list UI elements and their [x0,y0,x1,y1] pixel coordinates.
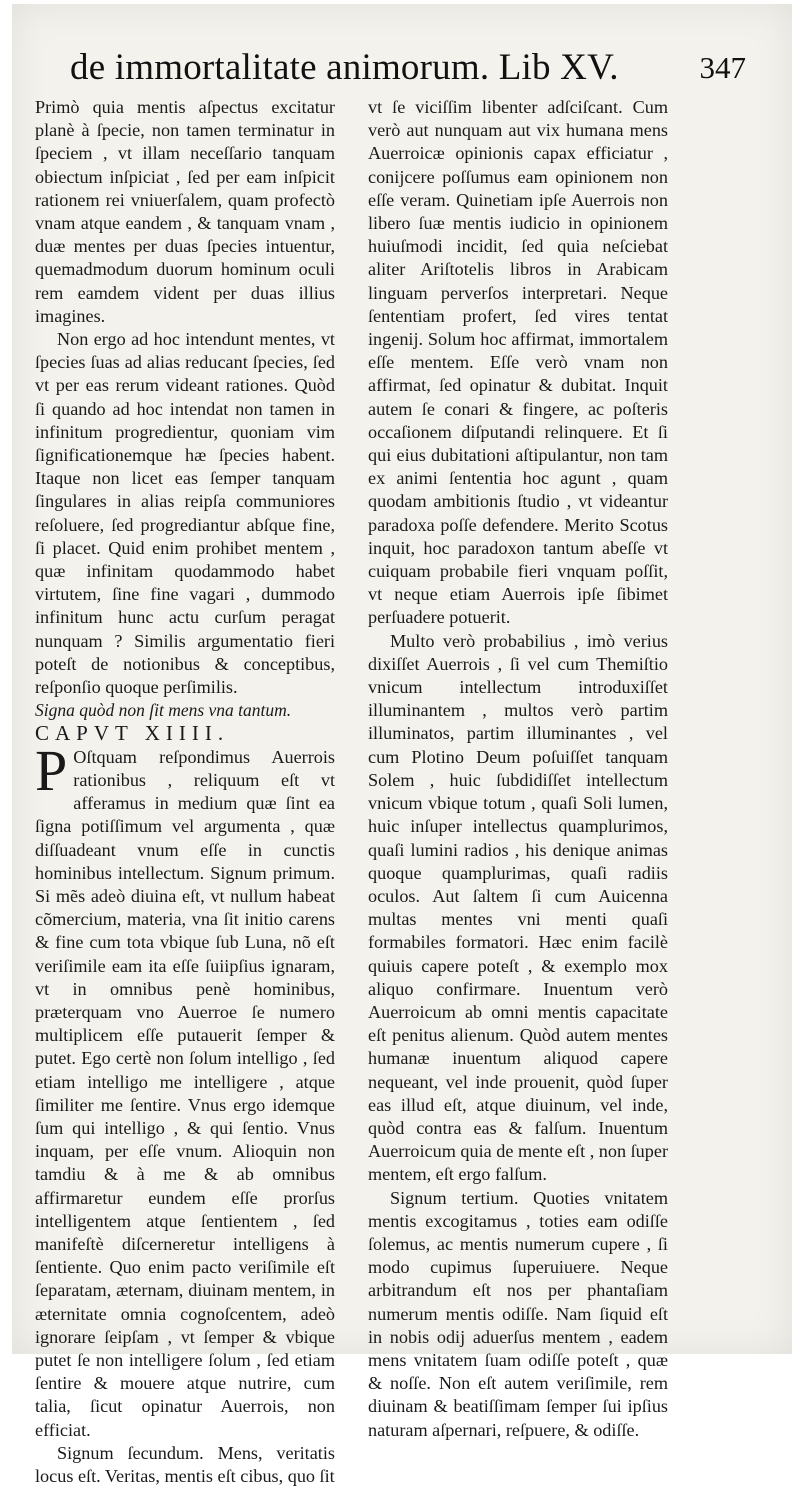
paragraph: Primò quia mentis aſpectus excitatur planè à ſpecie, non tamen terminatur in ſpeciem , vt illam neceſſario tanquam obiectum inſpiciat , ſed per eam inſpicit rationem rei vniuerſalem, quam profectò vnam atque eandem , & tanquam vnam , duæ mentes per duas ſpecies intuentur, quemadmodum duorum hominum oculi rem eamdem vident per duas illius imagines. [35,97,335,326]
running-head [70,46,760,100]
drop-cap: P [35,737,68,803]
paragraph [35,737,335,1442]
left-column [35,96,335,1488]
running-title: de immortalitate animorum. Lib XV. [70,47,619,88]
paragraph-text: Oſtquam reſpondimus Auerrois rationibus , reliquum eſt vt afferamus in medium quæ ſint ea ſigna potiſſimum vel argumenta , quæ diſſuadeant vnum eſſe in cunctis hominibus intellectum. Signum primum. Si mẽs adeò diuina eſt, vt nullum habeat cõmercium, materia, vna ſit initio carens & fine cum tota vbique ſub Luna, nõ eſt veriſimile eam ita eſſe ſuiipſius ignaram, vt in omnibus penè hominibus, præterquam vno Auerroe ſe numero multiplicem eſſe putauerit ſemper & putet. Ego certè non ſolum intelligo , ſed etiam intelligo me intelligere , atque ſimiliter me ſentire. Vnus ergo idemque ſum qui intelligo , & qui ſentio. Vnus inquam, per eſſe vnum. Alioquin non tamdiu & à me & ab omnibus affirmaretur eundem eſſe prorſus intelligentem atque ſentientem , ſed manifeſtè diſcerneretur intelligens à ſentiente. Quo enim pacto veriſimile eſt ſeparatam, æternam, diuinam mentem, in æternitate omnia cognoſcentem, adeò ignorare ſeipſam , vt ſemper & vbique putet ſe non intelligere ſolum , ſed etiam ſentire & mouere atque nutrire, cum talia, ſicut opinatur Auerrois, non efficiat. [35,746,335,1440]
paragraph: Multo verò probabilius , imò verius dixiſſet Auerrois , ſi vel cum Themiſtio vnicum intellectum introduxiſſet illuminantem , multos verò partim illuminatos, partim illuminantes , vel cum Plotino Deum poſuiſſet tanquam Solem , huic ſubdidiſſet intellectum vnicum vbique totum , quaſi Soli lumen, huic inſuper intellectus quamplurimos, quaſi lumini radios , his denique animas quoque quamplurimas, quaſi radiis oculos. Aut ſaltem ſi cum Auicenna multas mentes vni menti quaſi formabiles formatori. Hæc enim facilè quiuis capere poteſt , & exemplo mox aliquo confirmare. Inuentum verò Auerroicum ab omni mentis capacitate eſt penitus alienum. Quòd autem mentes humanæ inuentum aliquod capere nequeant, vel inde prouenit, quòd ſuper eas illud eſt, atque diuinum, vel inde, quòd contra eas & falſum. Inuentum Auerroicum quia de mente eſt , non ſuper mentem, eſt ergo falſum. [368,630,668,1185]
paragraph: Signum ſecundum. Mens, veritatis locus eſt. Veritas, mentis eſt cibus, quo ſit [35,1442,335,1486]
chapter-heading: CAPVT XIIII. [35,721,230,746]
book-page [12,4,792,1486]
section-subheading: Signa quòd non ſit mens vna tantum. [35,700,292,721]
paragraph: Non ergo ad hoc intendunt mentes, vt ſpecies ſuas ad alias reducant ſpecies, ſed vt per eas rerum videant rationes. Quòd ſi quando ad hoc intendat non tamen in infinitum progredientur, quoniam vim ſignificationemque hæ ſpecies habent. Itaque non licet eas ſemper tanquam ſingulares in alias reipſa communiores reſoluere, ſed progrediantur abſque fine, ſi placet. Quid enim prohibet mentem , quæ infinitam quodammodo habet virtutem, ſine fine vagari , dummodo infinitum hunc actu curſum peragat nunquam ? Similis argumentatio fieri poteſt de notionibus & conceptibus, reſponſio quoque perſimilis. [35,329,335,698]
page-number: 347 [699,50,746,85]
right-column [368,96,668,1442]
paragraph: vt ſe viciſſim libenter adſciſcant. Cum verò aut nunquam aut vix humana mens Auerroicæ opinionis capax efficiatur , conijcere poſſumus eam opinionem non eſſe veram. Quinetiam ipſe Auerrois non libero ſuæ mentis iudicio in opinionem huiuſmodi incidit, ſed quia neſciebat aliter Ariſtotelis libros in Arabicam linguam perverſos interpretari. Neque ſententiam profert, ſed vires tentat ingenij. Solum hoc affirmat, immortalem eſſe mentem. Eſſe verò vnam non affirmat, ſed opinatur & dubitat. Inquit autem ſe conari & fingere, ac poſteris occaſionem diſputandi relinquere. Et ſi qui eius dubitationi aſtipulantur, non tam ex animi ſententia hoc agunt , quam quodam ambitionis ſtudio , vt videantur paradoxa poſſe defendere. Merito Scotus inquit, hoc paradoxon tantum abeſſe vt cuiquam probabile fieri vnquam poſſit, vt neque etiam Auerrois ipſe ſibimet perſuadere potuerit. [368,97,668,628]
paragraph: Signum tertium. Quoties vnitatem mentis excogitamus , toties eam odiſſe ſolemus, ac mentis numerum cupere , ſi modo cupimus ſuperuiuere. Neque arbitrandum eſt nos per phantaſiam numerum mentis odiſſe. Nam ſiquid eſt in nobis odij aduerſus mentem , eadem mens vnitatem ſuam odiſſe poteſt , quæ & noſſe. Non eſt autem veriſimile, rem diuinam & beatiſſimam ſemper ſui ipſius naturam aſpernari, reſpuere, & odiſſe. [368,1187,668,1440]
